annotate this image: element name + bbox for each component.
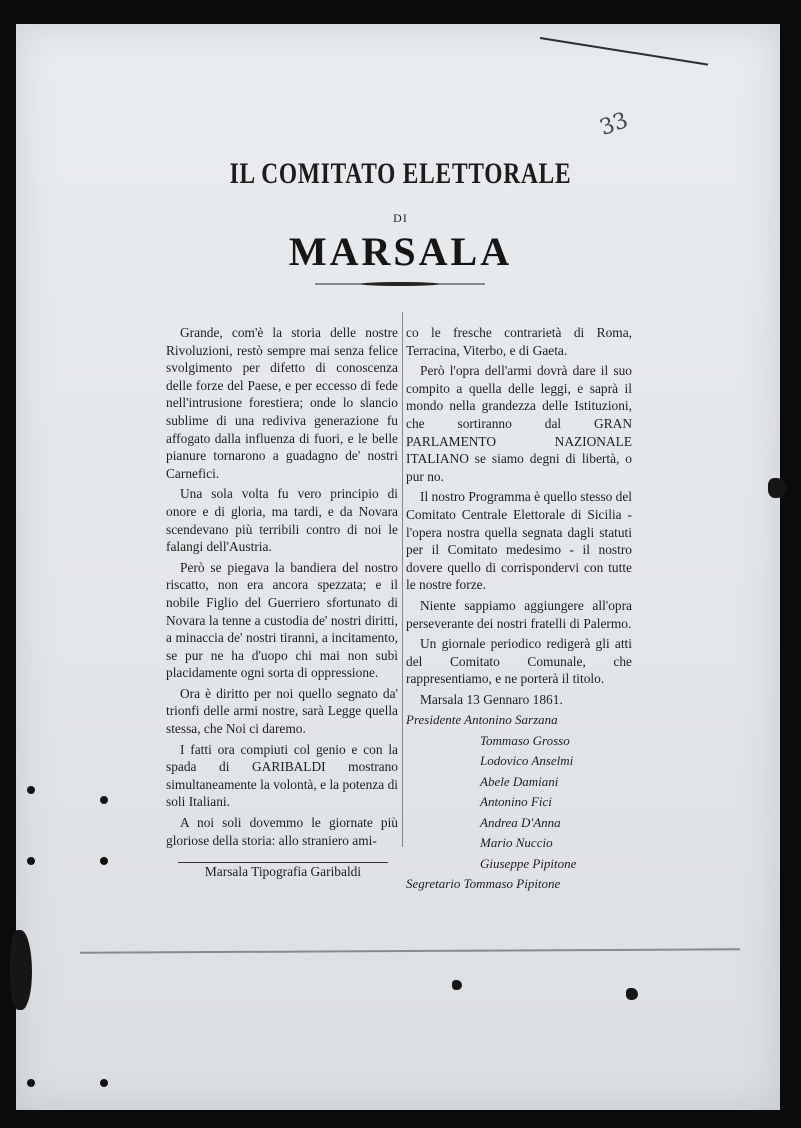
paragraph: A noi soli dovemmo le giornate più gloriose della storia: allo straniero ami- [166,815,398,848]
binding-hole [27,857,35,865]
right-column [406,324,632,896]
printer-rule [178,862,388,863]
title-connector: DI [393,211,408,225]
column-divider [402,312,403,847]
binding-hole [27,1079,35,1087]
printer-imprint: Marsala Tipografia Garibaldi [204,864,362,879]
ink-stain [768,478,786,498]
signature-member: Abele Damiani [480,773,559,789]
title-ornament [315,281,485,287]
binding-hole [100,1079,108,1087]
paragraph: Però l'opra dell'armi dovrà dare il suo compito a quella delle leggi, e saprà il mondo nella grandezza delle Istituzioni, che sortiranno dal GRAN PARLAMENTO NAZIONALE ITALIANO se siamo degni di libertà, o pur no. [406,363,632,484]
signature-member: Antonino Fici [480,794,552,810]
binding-hole [100,796,108,804]
signature-member: Giuseppe Pipitone [480,855,577,871]
left-column [166,324,398,852]
signature-president: Presidente Antonino Sarzana [406,712,558,728]
signature-member: Lodovico Anselmi [480,753,574,769]
binding-hole [100,857,108,865]
binding-hole [27,786,35,794]
paragraph: Però se piegava la bandiera del nostro riscatto, non era ancora spezzata; e il nobile Figlio del Guerriero sfortunato di Novara la tenne a custodia de' nostri diritti, a minaccia de' nostri tiranni, a incitamento, se pur ne ha d'uopo chi mai non subì placidamente ogni sorta di oppressione. [166,559,398,681]
paragraph: Il nostro Programma è quello stesso del Comitato Centrale Elettorale di Sicilia - l'opera nostra quella segnata dagli statuti per il Comitato medesimo - il nostro dovere quello di corrispondervi con tutte le nostre forze. [406,489,632,593]
signature-secretary: Segretario Tommaso Pipitone [406,876,561,892]
ink-stain [452,980,462,990]
paragraph: Ora è diritto per noi quello segnato da' trionfi delle armi nostre, sarà Legge quella stessa, che Noi ci daremo. [166,685,398,737]
ink-stain [10,930,32,1010]
paragraph: Una sola volta fu vero principio di onore e di gloria, ma tardi, e da Novara scendevano più terribili contro di noi le falangi dell'Austria. [166,486,398,555]
signature-member: Andrea D'Anna [480,814,561,830]
poster-main-title: MARSALA [288,229,513,274]
poster-title: IL COMITATO ELETTORALE [229,157,572,190]
paragraph: co le fresche contrarietà di Roma, Terracina, Viterbo, e di Gaeta. [406,325,632,358]
paragraph: I fatti ora compiuti col genio e con la spada di GARIBALDI mostrano simultaneamente la volontà, e la potenza di soli Italiani. [166,741,398,810]
signature-member: Mario Nuccio [480,835,553,851]
ink-stain [626,988,638,1000]
date-line: Marsala 13 Gennaro 1861. [420,691,563,707]
paragraph: Grande, com'è la storia delle nostre Rivoluzioni, restò sempre mai senza felice svolgimento per difetto di conoscenza delle forze del Paese, e per eccesso di fede nell'intrusione forestiera; onde lo slancio sublime di una rediviva generazione fu affogato dalla influenza di fuori, e le belle pianure tornarono a guadagno de' nostri Carnefici. [166,325,398,481]
signature-member: Tommaso Grosso [480,732,570,748]
paragraph: Niente sappiamo aggiungere all'opra perseverante dei nostri fratelli di Palermo. [406,597,632,631]
paragraph: Un giornale periodico redigerà gli atti del Comitato Comunale, che rappresentiamo, e ne porterà il titolo. [406,636,632,687]
handwritten-mark: 33 [596,107,632,142]
